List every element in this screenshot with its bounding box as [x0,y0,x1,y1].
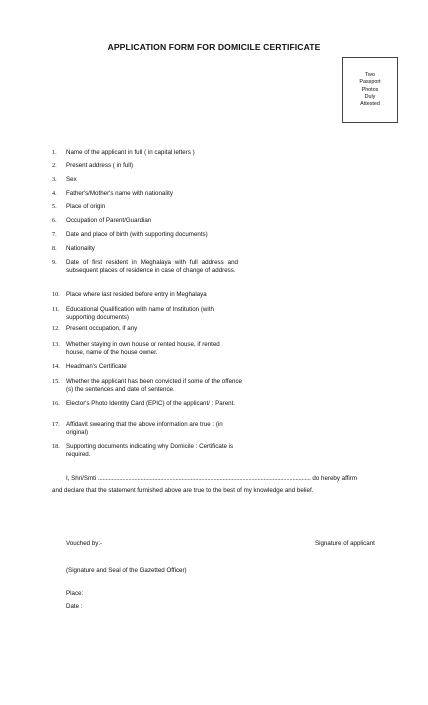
photo-box-line: Passport [359,79,381,86]
item-label: Affidavit swearing that the above information are true : (in original) [66,421,223,437]
form-item-5 [52,203,252,211]
item-label: Father's/Mother's name with nationality [66,190,173,197]
item-label: Supporting documents indicating why Domicile : Certificate is required. [66,443,234,459]
item-number: 8. [52,245,57,252]
place-label: Place: [66,590,84,597]
form-title: APPLICATION FORM FOR DOMICILE CERTIFICATE [107,42,321,52]
item-label: Name of the applicant in full ( in capital letters ) [66,149,195,156]
affirmation-line [66,475,357,483]
item-label: Date and place of birth (with supporting documents) [66,231,208,238]
gazetted-officer-label: (Signature and Seal of the Gazetted Officer) [66,567,187,574]
form-item-7 [52,231,252,239]
item-label: Whether staying in own house or rented house, if rented house, name of the house owner. [66,341,220,357]
declaration-text: and declare that the statement furnished above are true to the best of my knowledge and belief. [52,487,314,494]
form-item-13 [52,341,238,358]
form-item-6 [52,217,252,225]
date-label: Date : [66,603,83,610]
item-label: Headman's Certificate [66,363,127,370]
item-number: 14. [52,363,60,370]
applicant-signature-label: Signature of applicant [315,540,375,547]
form-item-16 [52,400,264,408]
item-label: Elector's Photo Identity Card (EPIC) of the applicant/ : Parent. [66,400,236,407]
item-number: 11. [52,306,60,313]
form-item-2 [52,162,252,170]
item-label: Present address ( in full) [66,162,134,169]
item-number: 5. [52,203,57,210]
form-item-9 [52,259,238,276]
photo-box-line: Duly [364,93,376,100]
item-number: 2. [52,162,57,169]
photo-box-instructions [343,72,397,108]
item-number: 16. [52,400,60,407]
form-item-12 [52,325,252,333]
affirmation-name-prefix: I, Shri/Smti [66,475,97,482]
applicant-name-blank: ............................................................................................................................................ [98,475,311,482]
form-item-11 [52,306,238,323]
photo-box-line: Photos [361,86,379,93]
form-item-15 [52,378,245,395]
item-number: 10. [52,291,60,298]
passport-photo-box [342,57,398,123]
item-label: Nationality [66,245,95,252]
item-number: 7. [52,231,57,238]
item-label: Present occupation, if any [66,325,138,332]
item-label: Place where last resided before entry in Meghalaya [66,291,207,298]
item-number: 13. [52,341,60,348]
item-number: 3. [52,176,57,183]
item-number: 12. [52,325,60,332]
form-item-10 [52,291,252,299]
item-label: Whether the applicant has been convicted if some of the offence (s) the sentences and date of sentence. [66,378,242,394]
item-number: 9. [52,259,57,266]
item-number: 6. [52,217,57,224]
item-number: 15. [52,378,60,385]
form-item-1 [52,149,252,157]
item-label: Date of first resident in Meghalaya with full address and subsequent places of residence in case of change of address. [66,259,238,275]
item-number: 1. [52,149,57,156]
form-item-3 [52,176,252,184]
item-label: Place of origin [66,203,106,210]
form-item-4 [52,190,252,198]
item-label: Sex [66,176,77,183]
item-number: 18. [52,443,60,450]
form-item-14 [52,363,252,371]
item-number: 17. [52,421,60,428]
vouched-by-label: Vouched by:- [66,540,103,547]
item-label: Educational Qualification with name of Institution (with supporting documents) [66,306,214,322]
item-number: 4. [52,190,57,197]
photo-box-line: Attested [360,101,380,108]
affirmation-suffix: do hereby affirm [312,475,358,482]
form-item-8 [52,245,252,253]
form-item-18 [52,443,234,460]
photo-box-line: Two [365,72,375,78]
form-item-17 [52,421,245,438]
item-label: Occupation of Parent/Guardian [66,217,152,224]
